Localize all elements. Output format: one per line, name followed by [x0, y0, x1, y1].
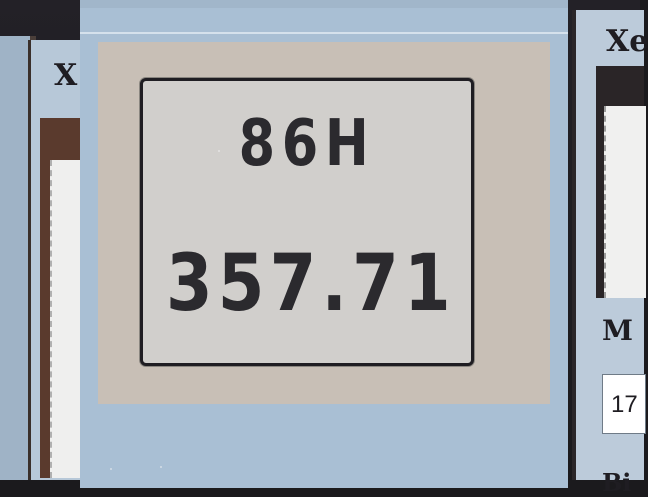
right-window-image[interactable] — [604, 106, 646, 298]
right-window-input[interactable]: 17 — [602, 374, 646, 434]
right-window-label: M — [602, 314, 633, 347]
right-window-title: Xe — [606, 24, 648, 59]
screen-dot — [110, 468, 112, 470]
main-window-divider — [80, 32, 568, 34]
license-plate — [140, 78, 474, 366]
left-window-title: X — [54, 58, 78, 93]
plate-photo[interactable] — [98, 42, 550, 404]
plate-number: 357.71 — [165, 239, 456, 329]
screen-dot — [218, 150, 220, 152]
right-window-label-2: Bi — [602, 468, 632, 497]
plate-code: 86H — [238, 107, 376, 181]
right-window[interactable] — [572, 10, 648, 497]
right-window-image-frame — [596, 66, 644, 298]
main-window[interactable] — [80, 0, 568, 488]
screen-dot — [160, 466, 162, 468]
